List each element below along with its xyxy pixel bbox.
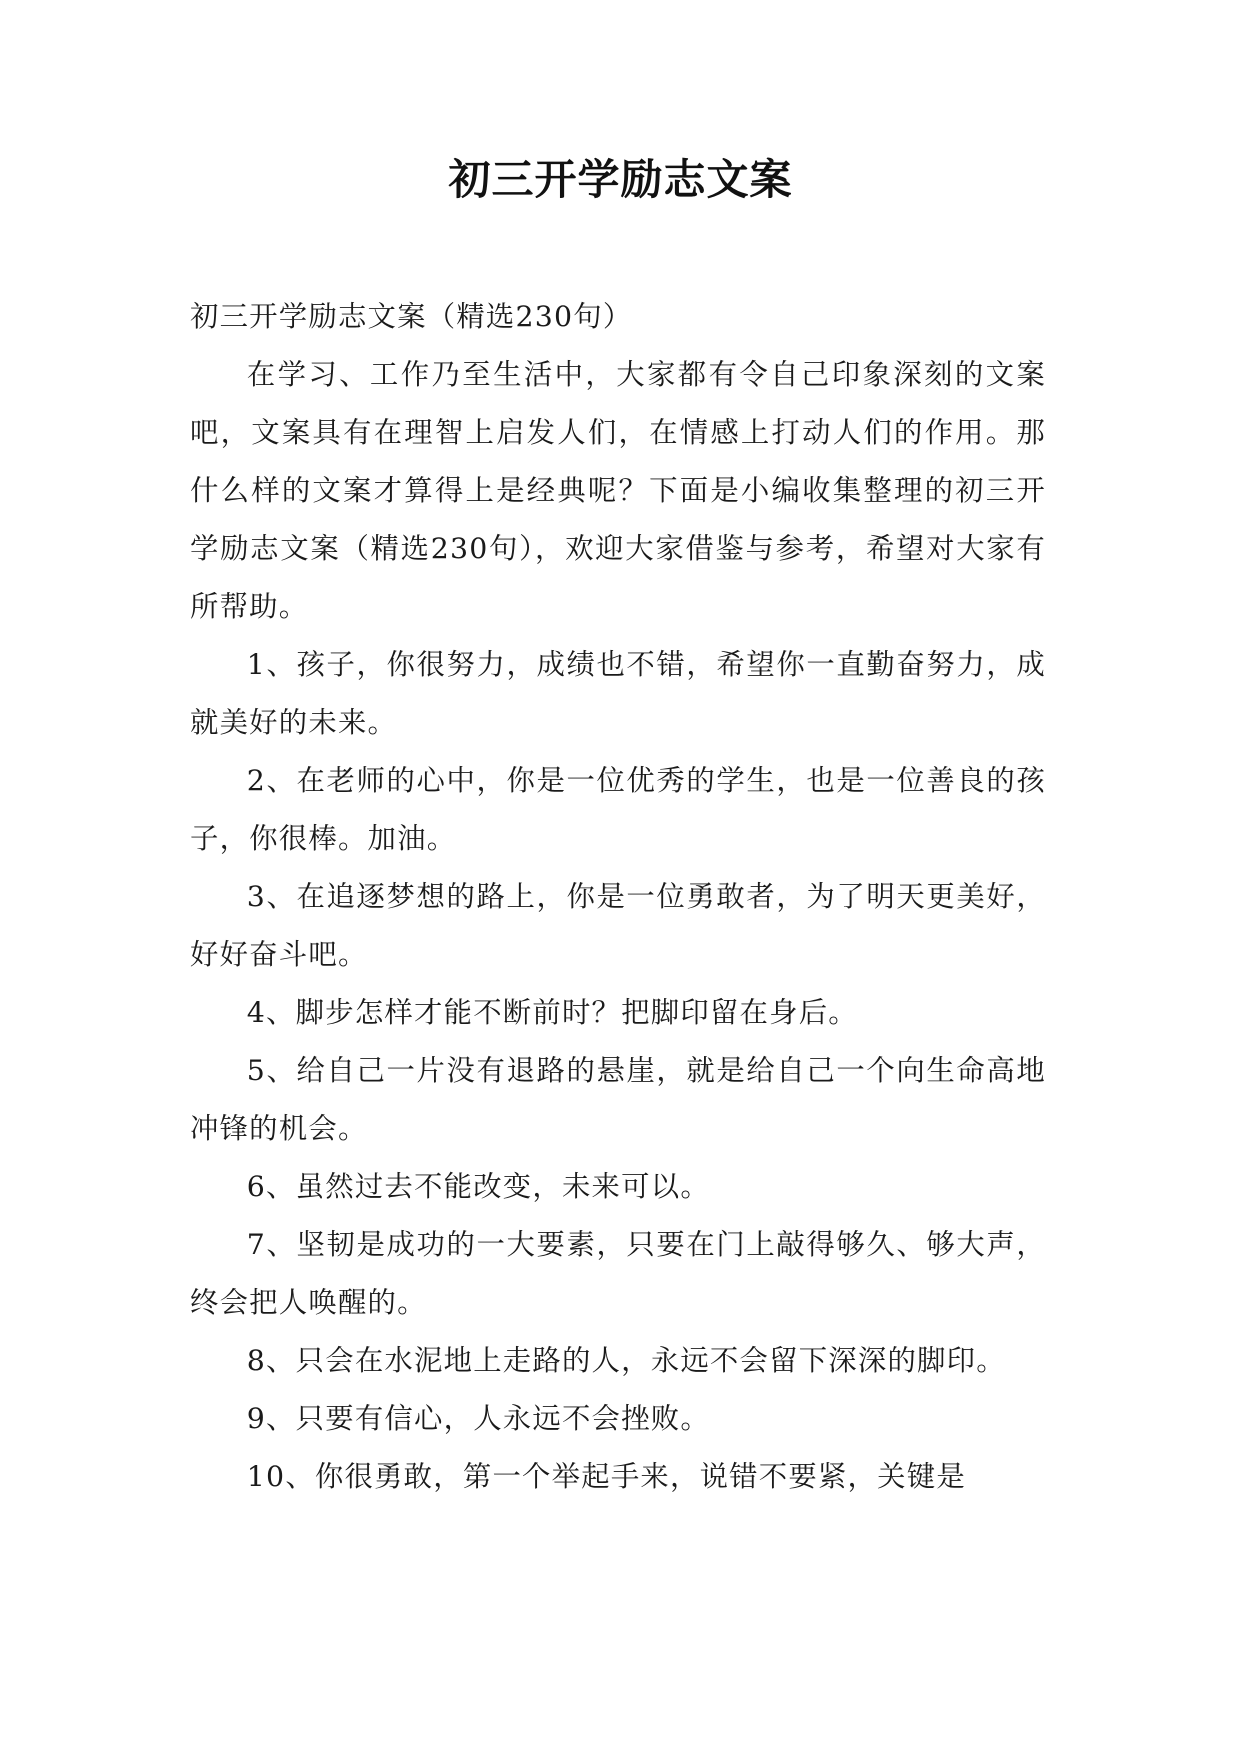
document-title: 初三开学励志文案 <box>448 155 793 204</box>
document-body <box>190 288 1046 1506</box>
list-item: 10、你很勇敢，第一个举起手来，说错不要紧，关键是 <box>246 1460 966 1493</box>
document-subtitle: 初三开学励志文案（精选230句） <box>190 300 633 333</box>
list-item: 4、脚步怎样才能不断前时？把脚印留在身后。 <box>246 996 858 1029</box>
list-item: 8、只会在水泥地上走路的人，永远不会留下深深的脚印。 <box>246 1344 1006 1377</box>
list-item: 2、在老师的心中，你是一位优秀的学生，也是一位善良的孩子，你很棒。加油。 <box>190 764 1046 855</box>
list-item: 7、坚韧是成功的一大要素，只要在门上敲得够久、够大声，终会把人唤醒的。 <box>190 1228 1046 1319</box>
list-item: 3、在追逐梦想的路上，你是一位勇敢者，为了明天更美好，好好奋斗吧。 <box>190 880 1046 971</box>
intro-paragraph: 在学习、工作乃至生活中，大家都有令自己印象深刻的文案吧，文案具有在理智上启发人们，在情感上打动人们的作用。那什么样的文案才算得上是经典呢？下面是小编收集整理的初三开学励志文案（精选230句），欢迎大家借鉴与参考，希望对大家有所帮助。 <box>190 358 1046 623</box>
list-item: 1、孩子，你很努力，成绩也不错，希望你一直勤奋努力，成就美好的未来。 <box>190 648 1046 739</box>
list-item: 6、虽然过去不能改变，未来可以。 <box>246 1170 710 1203</box>
list-item: 5、给自己一片没有退路的悬崖，就是给自己一个向生命高地冲锋的机会。 <box>190 1054 1046 1145</box>
list-item: 9、只要有信心，人永远不会挫败。 <box>246 1402 710 1435</box>
